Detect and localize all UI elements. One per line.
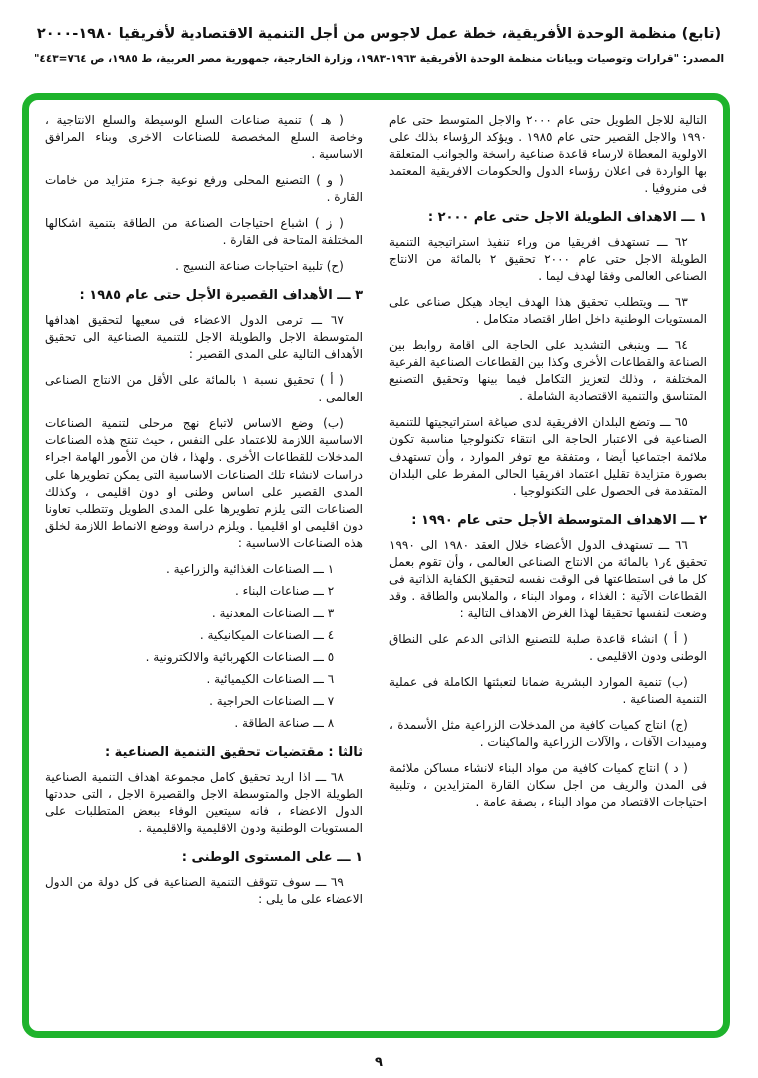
paragraph: التالية للاجل الطويل حتى عام ٢٠٠٠ والاجل المتوسط حتى عام ١٩٩٠ والاجل القصير حتى عام ١٩٨٥ . ويؤكد الرؤساء بذلك على الاولوية المعطاة لارساء قاعدة صناعية راسخة والجوانب المتعلقة بها الواردة فى اعلان رؤساء الدول والحكومات الافريقية المعتمد فى منروفيا . <box>389 113 708 196</box>
paragraph: ( ز ) اشباع احتياجات الصناعة من الطاقة بتنمية اشكالها المختلفة المتاحة فى القارة . <box>45 216 363 248</box>
page-number: ٩ <box>375 1055 383 1070</box>
list-item: ٣ ـــ الصناعات المعدنية . <box>211 605 335 620</box>
paragraph: ( د ) انتاج كميات كافية من مواد البناء لانشاء مساكن ملائمة فى المدن والريف من اجل سكان القارة المتزايدين ، وتلبية احتياجات الاقتصاد من مواد البناء ، بصفة عامة . <box>389 760 707 809</box>
page-header <box>0 0 758 65</box>
green-border-box <box>22 93 730 1038</box>
section-heading: ١ ـــ على المستوى الوطنى : <box>181 850 363 866</box>
paragraph: ( أ ) انشاء قاعدة صلبة للتصنيع الذاتى الدعم على النطاق الوطنى ودون الاقليمى . <box>389 631 707 663</box>
section-heading: ١ ـــ الاهداف الطويلة الاجل حتى عام ٢٠٠٠ : <box>427 210 707 226</box>
column-right <box>389 112 707 1023</box>
column-left <box>45 112 363 1023</box>
list-item: ٤ ـــ الصناعات الميكانيكية . <box>199 627 335 642</box>
paragraph: ٦٢ ـــ تستهدف افريقيا من وراء تنفيذ استراتيجية التنمية الطويلة الاجل حتى عام ٢٠٠٠ تحقيق ٢ بالمائة من الانتاج الصناعى العالمى وفقا لهدف ليما . <box>389 235 707 284</box>
list-item: ٨ ـــ صناعة الطاقة . <box>234 715 335 730</box>
list-item: ٥ ـــ الصناعات الكهربائية والالكترونية . <box>145 649 335 664</box>
paragraph: ( هـ ) تنمية صناعات السلع الوسيطة والسلع الانتاجية ، وخاصة السلع المخصصة للصناعات الاخرى وبناء المرافق الاساسية . <box>45 113 363 162</box>
section-heading: ثالثا : مقتضيات تحقيق التنمية الصناعية : <box>104 744 363 760</box>
paragraph: ٦٣ ـــ ويتطلب تحقيق هذا الهدف ايجاد هيكل صناعى على المستويات الوطنية داخل اطار اقتصاد متكامل . <box>389 295 707 327</box>
paragraph: ٦٦ ـــ تستهدف الدول الأعضاء خلال العقد ١٩٨٠ الى ١٩٩٠ تحقيق ٤ر١ بالمائة من الانتاج الصناعى العالمى ، وأن تقوم بعمل كل ما فى استطاعتها فى الوقت نفسه لتحقيق الكفاية الذاتية فى القطاعات الآتية : الغذاء ، ومواد البناء ، والملابس والطاقة . وقد وضعت لنفسها تحقيقا لهذا الغرض الاهداف التالية : <box>389 537 708 620</box>
paragraph: ( أ ) تحقيق نسبة ١ بالمائة على الأقل من الانتاج الصناعى العالمى . <box>45 373 363 405</box>
paragraph: ٦٤ ـــ وينبغى التشديد على الحاجة الى اقامة روابط بين الصناعة والقطاعات الأخرى وكذا بين القطاعات الصناعية الفرعية المختلفة ، وذلك لتعزيز التكامل فيما بينها وتحقيق التصنيع المتناسق والتنمية الاقتصادية الشاملة . <box>389 338 707 404</box>
section-heading: ٣ ـــ الأهداف القصيرة الأجل حتى عام ١٩٨٥ : <box>79 288 363 304</box>
section-heading: ٢ ـــ الاهداف المتوسطة الأجل حتى عام ١٩٩٠ : <box>411 512 707 528</box>
paragraph: ( و ) التصنيع المحلى ورفع نوعية جـزء متزايد من خامات القارة . <box>45 173 363 205</box>
two-column-layout <box>45 112 707 1023</box>
paragraph: ٦٩ ـــ سوف تتوقف التنمية الصناعية فى كل دولة من الدول الاعضاء على ما يلى : <box>45 875 363 907</box>
list-item: ٦ ـــ الصناعات الكيميائية . <box>206 671 335 686</box>
source-citation: المصدر: "قرارات وتوصيات وبيانات منظمة الوحدة الأفريقية ١٩٦٣-١٩٨٣، وزارة الخارجية، جمهورية مصر العربية، ط ١٩٨٥، ص ٧٦٤=٤٤٣" <box>33 53 725 65</box>
paragraph: (ب) تنمية الموارد البشرية ضمانا لتعبئتها الكاملة فى عملية التنمية الصناعية . <box>389 674 707 706</box>
paragraph: ٦٨ ـــ اذا اريد تحقيق كامل مجموعة اهداف التنمية الصناعية الطويلة الاجل والمتوسطة الاجل والقصيرة الاجل ، التى حددتها الدول الاعضاء ، فانه سيتعين الوفاء ببعض المتطلبات على المستويات الوطنية ودون الاقليمية والاقليمية . <box>45 769 363 835</box>
list-item: ١ ـــ الصناعات الغذائية والزراعية . <box>165 561 335 576</box>
paragraph: (ب) وضع الاساس لاتباع نهج مرحلى لتنمية الصناعات الاساسية اللازمة للاعتماد على النفس ، حيث تنتج هذه الصناعات المدخلات للقطاعات الأخرى . ولهذا ، فان من الأمور الهامة اجراء دراسات لانشاء تلك الصناعات الاساسية التى يمكن تطويرها على المدى القصير على اساس وطنى او دون اقليمى ، وكذلك الصناعات التى يلزم تطويرها على المدى الطويل وتتطلب تعاونا دون اقليمى او اقليميا . ويلزم دراسة ووضع الانماط اللازمة لخلق هذه الصناعات الاساسية : <box>45 416 363 550</box>
list-item: ٧ ـــ الصناعات الحراجية . <box>209 693 335 708</box>
paragraph: (ج) انتاج كميات كافية من المدخلات الزراعية مثل الأسمدة ، ومبيدات الآفات ، والآلات الزراعية والماكينات . <box>389 717 707 749</box>
document-title: (تابع) منظمة الوحدة الأفريقية، خطة عمل لاجوس من أجل التنمية الاقتصادية لأفريقيا ١٩٨٠-٢٠٠٠ <box>36 26 722 42</box>
paragraph: (ح) تلبية احتياجات صناعة النسيج . <box>175 259 344 274</box>
paragraph: ٦٥ ـــ وتضع البلدان الافريقية لدى صياغة استراتيجيتها للتنمية الصناعية فى الاعتبار الحاجة الى انتقاء تكنولوجيا مناسبة تكون ملائمة اجتماعيا أيضا ، ومتفقة مع توفر الموارد ، وأن تستهدف بصورة متزايدة تقليل اعتماد افريقيا الحالى المفرط على البلدان المتقدمة فى الحصول على التكنولوجيا . <box>389 415 707 498</box>
paragraph: ٦٧ ـــ ترمى الدول الاعضاء فى سعيها لتحقيق اهدافها المتوسطة الاجل والطويلة الاجل للتنمية الصناعية الى تحقيق الأهداف التالية على المدى القصير : <box>45 313 363 362</box>
list-item: ٢ ـــ صناعات البناء . <box>235 583 335 598</box>
